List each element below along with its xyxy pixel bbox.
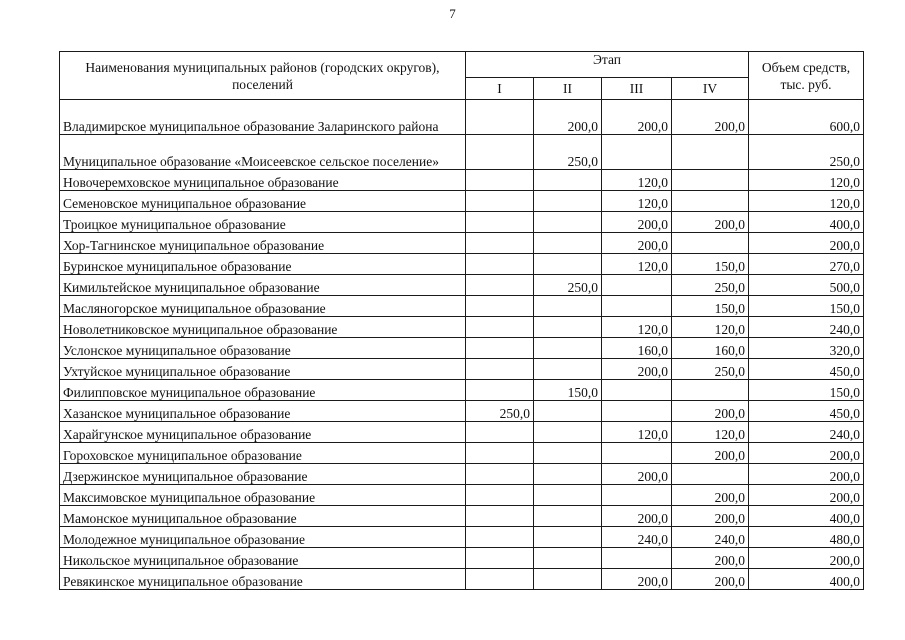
stage-3-value-cell: 240,0	[602, 527, 672, 548]
stage-3-value-cell: 120,0	[602, 422, 672, 443]
total-column-header: Объем средств, тыс. руб.	[749, 52, 864, 100]
total-value-cell: 200,0	[749, 233, 864, 254]
table-row	[60, 317, 864, 338]
stage-3-value-cell: 200,0	[602, 212, 672, 233]
table-row	[60, 464, 864, 485]
stage-2-value-cell: 150,0	[534, 380, 602, 401]
total-value-cell: 200,0	[749, 464, 864, 485]
total-value-cell: 450,0	[749, 359, 864, 380]
stage-1-value-cell	[466, 464, 534, 485]
stage-1-value-cell	[466, 443, 534, 464]
table-row	[60, 443, 864, 464]
stage-2-value-cell	[534, 254, 602, 275]
total-value-cell: 400,0	[749, 212, 864, 233]
stage-1-value-cell	[466, 296, 534, 317]
stage-4-value-cell	[672, 464, 749, 485]
stage-2-value-cell	[534, 422, 602, 443]
table-body	[60, 100, 864, 590]
stage-1-value-cell	[466, 506, 534, 527]
stage-2-value-cell	[534, 485, 602, 506]
name-column-header: Наименования муниципальных районов (городских округов), поселений	[60, 52, 466, 100]
stage-2-value-cell	[534, 401, 602, 422]
municipality-name-cell: Услонское муниципальное образование	[60, 338, 466, 359]
stage-4-value-cell	[672, 170, 749, 191]
funding-table	[59, 51, 864, 590]
total-value-cell: 150,0	[749, 380, 864, 401]
table-row	[60, 506, 864, 527]
stage-4-value-cell: 150,0	[672, 254, 749, 275]
total-value-cell: 500,0	[749, 275, 864, 296]
total-value-cell: 400,0	[749, 506, 864, 527]
table-row	[60, 485, 864, 506]
municipality-name-cell: Кимильтейское муниципальное образование	[60, 275, 466, 296]
stage-2-value-cell: 200,0	[534, 100, 602, 135]
stage-4-value-cell: 250,0	[672, 275, 749, 296]
municipality-name-cell: Новолетниковское муниципальное образование	[60, 317, 466, 338]
total-value-cell: 200,0	[749, 548, 864, 569]
stage-3-value-cell: 120,0	[602, 317, 672, 338]
table-row	[60, 422, 864, 443]
stage-2-value-cell	[534, 233, 602, 254]
municipality-name-cell: Дзержинское муниципальное образование	[60, 464, 466, 485]
table-row	[60, 233, 864, 254]
total-value-cell: 120,0	[749, 170, 864, 191]
stage-4-value-cell: 200,0	[672, 443, 749, 464]
total-value-cell: 320,0	[749, 338, 864, 359]
stage-1-value-cell	[466, 170, 534, 191]
stage-4-value-cell: 120,0	[672, 317, 749, 338]
stage-3-value-cell	[602, 548, 672, 569]
stage-3-value-cell	[602, 296, 672, 317]
total-value-cell: 240,0	[749, 317, 864, 338]
total-value-cell: 600,0	[749, 100, 864, 135]
table-row	[60, 548, 864, 569]
table-row	[60, 254, 864, 275]
municipality-name-cell: Масляногорское муниципальное образование	[60, 296, 466, 317]
table-row	[60, 338, 864, 359]
stage-2-value-cell	[534, 296, 602, 317]
total-value-cell: 200,0	[749, 485, 864, 506]
table-row	[60, 296, 864, 317]
table-row	[60, 135, 864, 170]
stage-4-value-cell: 200,0	[672, 485, 749, 506]
stage-1-value-cell: 250,0	[466, 401, 534, 422]
stage-1-value-cell	[466, 100, 534, 135]
stage-1-value-cell	[466, 380, 534, 401]
stage-3-value-cell	[602, 485, 672, 506]
stage-4-value-cell: 250,0	[672, 359, 749, 380]
stage-2-value-cell: 250,0	[534, 275, 602, 296]
stage-1-value-cell	[466, 254, 534, 275]
table-row	[60, 401, 864, 422]
page-number: 7	[449, 6, 456, 21]
stage-3-value-cell: 200,0	[602, 569, 672, 590]
table-row	[60, 170, 864, 191]
total-value-cell: 120,0	[749, 191, 864, 212]
municipality-name-cell: Гороховское муниципальное образование	[60, 443, 466, 464]
municipality-name-cell: Семеновское муниципальное образование	[60, 191, 466, 212]
stage-2-value-cell	[534, 191, 602, 212]
total-value-cell: 250,0	[749, 135, 864, 170]
total-value-cell: 400,0	[749, 569, 864, 590]
stage-3-value-cell: 200,0	[602, 359, 672, 380]
stage-4-value-cell: 120,0	[672, 422, 749, 443]
stage-4-value-cell: 200,0	[672, 569, 749, 590]
stage-2-value-cell	[534, 464, 602, 485]
municipality-name-cell: Ревякинское муниципальное образование	[60, 569, 466, 590]
stage-2-value-cell	[534, 527, 602, 548]
municipality-name-cell: Хор-Тагнинское муниципальное образование	[60, 233, 466, 254]
stage-3-value-cell: 200,0	[602, 464, 672, 485]
stage-1-value-cell	[466, 275, 534, 296]
stage-4-value-cell: 200,0	[672, 100, 749, 135]
stage-1-value-cell	[466, 338, 534, 359]
total-value-cell: 270,0	[749, 254, 864, 275]
stage-3-header: III	[602, 78, 672, 100]
total-value-cell: 480,0	[749, 527, 864, 548]
stage-3-value-cell	[602, 443, 672, 464]
municipality-name-cell: Филипповское муниципальное образование	[60, 380, 466, 401]
stage-2-value-cell	[534, 443, 602, 464]
table-row	[60, 359, 864, 380]
stage-4-value-cell: 160,0	[672, 338, 749, 359]
municipality-name-cell: Никольское муниципальное образование	[60, 548, 466, 569]
stage-2-value-cell	[534, 506, 602, 527]
stage-2-value-cell: 250,0	[534, 135, 602, 170]
total-value-cell: 150,0	[749, 296, 864, 317]
stage-4-value-cell	[672, 380, 749, 401]
municipality-name-cell: Максимовское муниципальное образование	[60, 485, 466, 506]
table-row	[60, 527, 864, 548]
total-value-cell: 200,0	[749, 443, 864, 464]
municipality-name-cell: Харайгунское муниципальное образование	[60, 422, 466, 443]
stage-4-value-cell: 240,0	[672, 527, 749, 548]
table-row	[60, 569, 864, 590]
stage-1-value-cell	[466, 233, 534, 254]
municipality-name-cell: Мамонское муниципальное образование	[60, 506, 466, 527]
stage-3-value-cell: 160,0	[602, 338, 672, 359]
stage-1-value-cell	[466, 569, 534, 590]
stage-1-value-cell	[466, 527, 534, 548]
municipality-name-cell: Троицкое муниципальное образование	[60, 212, 466, 233]
stage-3-value-cell	[602, 401, 672, 422]
stage-column-header: Этап	[466, 52, 749, 78]
table-row	[60, 380, 864, 401]
stage-2-value-cell	[534, 170, 602, 191]
municipality-name-cell: Новочеремховское муниципальное образование	[60, 170, 466, 191]
municipality-name-cell: Ухтуйское муниципальное образование	[60, 359, 466, 380]
stage-3-value-cell: 200,0	[602, 506, 672, 527]
stage-1-value-cell	[466, 135, 534, 170]
stage-4-value-cell: 150,0	[672, 296, 749, 317]
table-row	[60, 275, 864, 296]
table-row	[60, 100, 864, 135]
total-value-cell: 450,0	[749, 401, 864, 422]
stage-1-value-cell	[466, 191, 534, 212]
stage-4-value-cell	[672, 191, 749, 212]
municipality-name-cell: Муниципальное образование «Моисеевское сельское поселение»	[60, 135, 466, 170]
stage-1-value-cell	[466, 359, 534, 380]
table-row	[60, 191, 864, 212]
stage-4-value-cell: 200,0	[672, 212, 749, 233]
municipality-name-cell: Молодежное муниципальное образование	[60, 527, 466, 548]
stage-2-value-cell	[534, 569, 602, 590]
stage-2-value-cell	[534, 359, 602, 380]
stage-4-value-cell: 200,0	[672, 548, 749, 569]
stage-1-value-cell	[466, 422, 534, 443]
stage-1-value-cell	[466, 212, 534, 233]
stage-2-value-cell	[534, 338, 602, 359]
total-value-cell: 240,0	[749, 422, 864, 443]
municipality-name-cell: Буринское муниципальное образование	[60, 254, 466, 275]
stage-2-header: II	[534, 78, 602, 100]
stage-3-value-cell: 200,0	[602, 233, 672, 254]
stage-2-value-cell	[534, 317, 602, 338]
stage-4-header: IV	[672, 78, 749, 100]
stage-1-value-cell	[466, 485, 534, 506]
stage-1-value-cell	[466, 317, 534, 338]
stage-3-value-cell: 200,0	[602, 100, 672, 135]
stage-3-value-cell	[602, 380, 672, 401]
stage-4-value-cell: 200,0	[672, 401, 749, 422]
stage-1-value-cell	[466, 548, 534, 569]
municipality-name-cell: Хазанское муниципальное образование	[60, 401, 466, 422]
table-row	[60, 212, 864, 233]
stage-1-header: I	[466, 78, 534, 100]
stage-2-value-cell	[534, 548, 602, 569]
municipality-name-cell: Владимирское муниципальное образование Заларинского района	[60, 100, 466, 135]
stage-3-value-cell: 120,0	[602, 191, 672, 212]
stage-4-value-cell	[672, 233, 749, 254]
table-header	[60, 52, 864, 100]
stage-4-value-cell: 200,0	[672, 506, 749, 527]
stage-3-value-cell	[602, 275, 672, 296]
stage-3-value-cell: 120,0	[602, 170, 672, 191]
stage-2-value-cell	[534, 212, 602, 233]
stage-3-value-cell: 120,0	[602, 254, 672, 275]
stage-3-value-cell	[602, 135, 672, 170]
stage-4-value-cell	[672, 135, 749, 170]
